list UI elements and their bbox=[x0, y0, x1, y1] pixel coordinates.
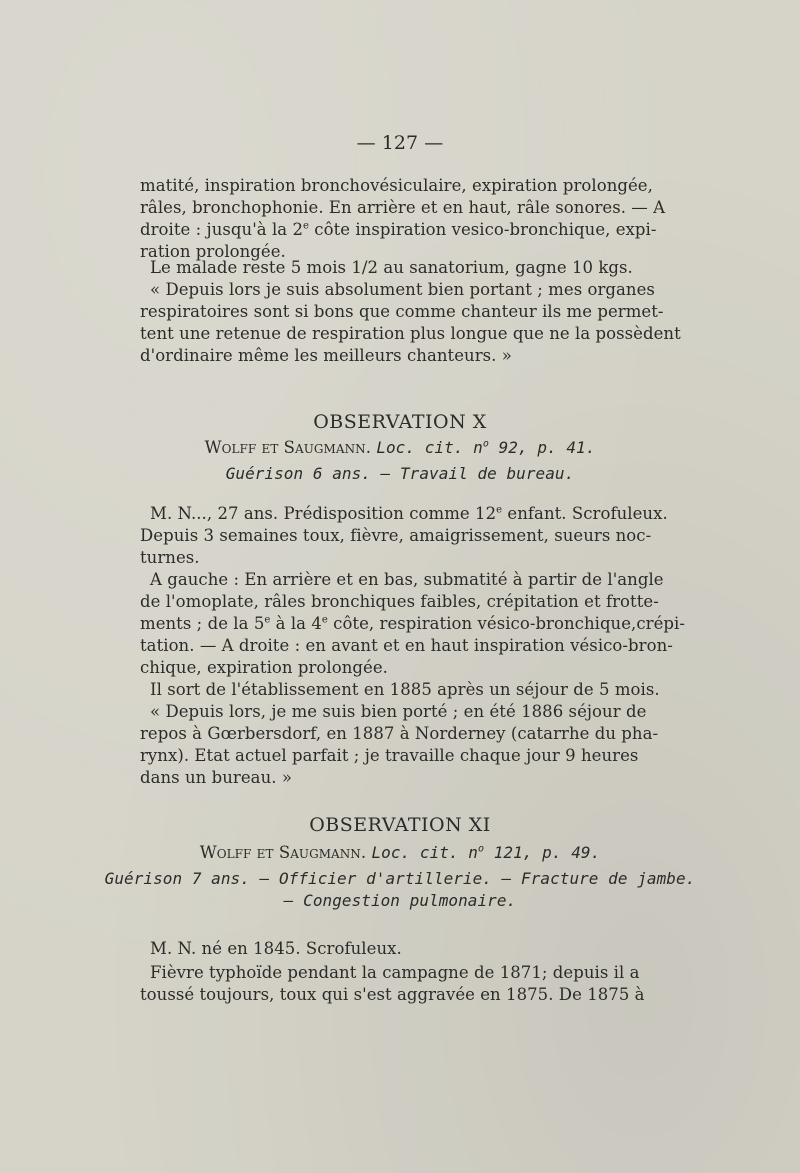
text-line: M. N. né en 1845. Scrofuleux. bbox=[150, 939, 402, 958]
text-line: toussé toujours, toux qui s'est aggravée en 1875. De 1875 à bbox=[140, 985, 645, 1004]
quote-line: respiratoires sont si bons que comme chanteur ils me permet- bbox=[140, 302, 664, 321]
observation-heading: OBSERVATION X bbox=[313, 411, 487, 433]
text-line: Fièvre typhoïde pendant la campagne de 1871; depuis il a bbox=[150, 963, 640, 982]
text-line: M. N..., 27 ans. Prédisposition comme 12e enfant. Scrofuleux. bbox=[150, 504, 668, 523]
observation-subtitle: Guérison 7 ans. — Officier d'artillerie. — Fracture de jambe. bbox=[104, 869, 696, 888]
text-line: râles, bronchophonie. En arrière et en haut, râle sonores. — A bbox=[140, 198, 666, 217]
quote-line: dans un bureau. » bbox=[140, 768, 292, 787]
text-line: matité, inspiration bronchovésiculaire, expiration prolongée, bbox=[140, 176, 653, 195]
quote-line: repos à Gœrbersdorf, en 1887 à Norderney (catarrhe du pha- bbox=[140, 724, 659, 743]
source-reference: Loc. cit. $n^o$ 121, p. 49. bbox=[371, 843, 601, 862]
quote-line: rynx). Etat actuel parfait ; je travaille chaque jour 9 heures bbox=[140, 746, 639, 765]
observation-subtitle: Guérison 6 ans. — Travail de bureau. bbox=[225, 464, 575, 483]
text-line: ration prolongée. bbox=[140, 242, 286, 261]
text-line: chique, expiration prolongée. bbox=[140, 658, 388, 677]
quote-line: tent une retenue de respiration plus longue que ne la possèdent bbox=[140, 324, 681, 343]
text-line: ments ; de la 5e à la 4e côte, respiration vésico-bronchique,crépi- bbox=[140, 614, 685, 633]
quote-line: d'ordinaire même les meilleurs chanteurs. » bbox=[140, 346, 512, 365]
text-line: droite : jusqu'à la 2e côte inspiration vesico-bronchique, expi- bbox=[140, 220, 657, 239]
text-line: Le malade reste 5 mois 1/2 au sanatorium, gagne 10 kgs. bbox=[150, 258, 633, 277]
quote-line: « Depuis lors je suis absolument bien portant ; mes organes bbox=[150, 280, 655, 299]
quote-line: « Depuis lors, je me suis bien porté ; en été 1886 séjour de bbox=[150, 702, 647, 721]
text-line: de l'omoplate, râles bronchiques faibles, crépitation et frotte- bbox=[140, 592, 659, 611]
observation-heading: OBSERVATION XI bbox=[309, 814, 491, 836]
text-line: A gauche : En arrière et en bas, submatité à partir de l'angle bbox=[150, 570, 664, 589]
text-line: tation. — A droite : en avant et en haut inspiration vésico-bron- bbox=[140, 636, 673, 655]
source-authors: Wolff et Saugmann. bbox=[199, 843, 367, 862]
source-reference: Loc. cit. $n^o$ 92, p. 41. bbox=[376, 438, 596, 457]
observation-subtitle: — Congestion pulmonaire. bbox=[283, 891, 517, 910]
page-number: — 127 — bbox=[356, 132, 444, 154]
text-line: turnes. bbox=[140, 548, 200, 567]
source-authors: Wolff et Saugmann. bbox=[204, 438, 372, 457]
text-line: Il sort de l'établissement en 1885 après un séjour de 5 mois. bbox=[150, 680, 660, 699]
text-line: Depuis 3 semaines toux, fièvre, amaigrissement, sueurs noc- bbox=[140, 526, 652, 545]
observation-source bbox=[0, 842, 800, 864]
observation-source bbox=[0, 437, 800, 459]
